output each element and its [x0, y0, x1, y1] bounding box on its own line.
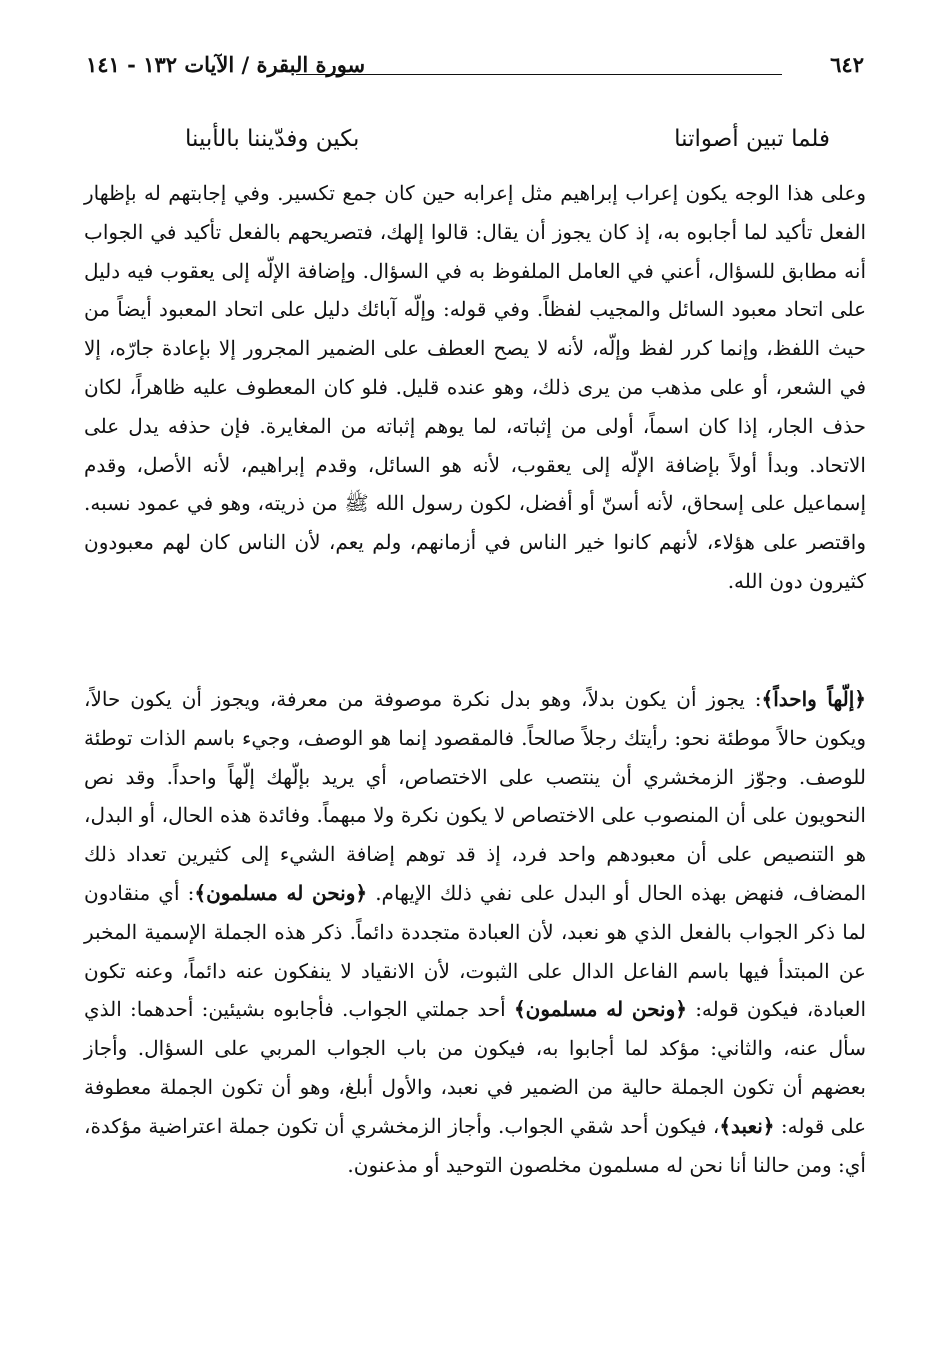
body-paragraph-2 — [84, 680, 866, 1184]
commentary-text: : يجوز أن يكون بدلاً، وهو بدل نكرة موصوفة من معرفة، ويجوز أن يكون حالاً، ويكون حالاً موطئة نحو: رأيتك رجلاً صالحاً. فالمقصود إنما هو الوصف، وجيء باسم الذات توطئة للوصف. وجوّز الزمخشري أن ينتصب على الاختصاص، أي يريد بإلّهك إلّهاً واحداً. وقد نص النحويون على أن المنصوب على الاختصاص لا يكون نكرة ولا مبهماً. وفائدة هذه الحال، أو البدل، هو التنصيص على أن معبودهم واحد فرد، إذ قد توهم إضافة الشيء إلى كثيرين تعداد ذلك المضاف، فنهض بهذه الحال أو البدل على نفي ذلك الإيهام. — [84, 687, 867, 905]
running-title: سورة البقرة / الآيات ١٣٢ - ١٤١ — [86, 52, 366, 77]
verse-first-hemistich: فلما تبين أصواتنا — [674, 126, 830, 152]
header-rule — [296, 74, 782, 75]
commentary-text: أحد جملتي الجواب. فأجابوه بشيئين: أحدهما: الذي سأل عنه، والثاني: مؤكد لما أجابوا به، فيكون من باب الجواب المربي على السؤال. وأجاز بعضهم أن تكون الجملة حالية من الضمير في نعبد، والأول أبلغ، وهو أن تكون الجملة معطوفة على قوله: — [84, 997, 866, 1138]
quranic-quote: ﴿إلّهاً واحداً﴾ — [761, 687, 866, 711]
body-paragraph-1: وعلى هذا الوجه يكون إعراب إبراهيم مثل إعرابه حين كان جمع تكسير. وفي إجابتهم له بإظهار الفعل تأكيد لما أجابوه به، إذ كان يجوز أن يقال: قالوا إلهك، فتصريحهم بالفعل تأكيد في الجواب أنه مطابق للسؤال، أعني في العامل الملفوظ به في السؤال. وإضافة الإلّه إلى يعقوب فيه دليل على اتحاد معبود السائل والمجيب لفظاً. وفي قوله: وإلّه آبائك دليل على اتحاد المعبود أيضاً من حيث اللفظ، وإنما كرر لفظ وإلّه، لأنه لا يصح العطف على الضمير المجرور إلا بإعادة جارّه، إلا في الشعر، أو على مذهب من يرى ذلك، وهو عنده قليل. فلو كان المعطوف عليه ظاهراً، لكان حذف الجار، إذا كان اسماً، أولى من إثباته، لما يوهم إثباته من المغايرة. فإن حذفه يدل على الاتحاد. وبدأ أولاً بإضافة الإلّه إلى يعقوب، لأنه هو السائل، وقدم إبراهيم، لأنه الأصل، وقدم إسماعيل على إسحاق، لأنه أسنّ أو أفضل، لكون رسول الله ﷺ من ذريته، وهو في عمود نسبه. واقتصر على هؤلاء، لأنهم كانوا خير الناس في أزمانهم، ولم يعم، لأن الناس كان لهم معبودون كثيرون دون الله. — [84, 181, 866, 593]
quranic-quote: ﴿ونحن له مسلمون﴾ — [513, 997, 687, 1022]
verse-second-hemistich: بكين وفدّيننا بالأبينا — [185, 126, 360, 152]
quranic-quote: ﴿نعبد﴾ — [719, 1113, 775, 1138]
commentary-text: ، فيكون أحد شقي الجواب. وأجاز الزمخشري أن تكون جملة اعتراضية مؤكدة، أي: ومن حالنا أنا نحن له مسلمون مخلصون التوحيد أو مذعنون. — [84, 1113, 866, 1177]
commentary-text: : أي منقادون لما ذكر الجواب بالفعل الذي هو نعبد، لأن العبادة متجددة دائماً. ذكر هذه الجملة الإسمية المخبر عن المبتدأ فيها باسم الفاعل الدال على الثبوت، لأن الانقياد لا ينفكون عنه دائماً، وعنه تكون العبادة، فيكون قوله: — [84, 880, 866, 1022]
page-header — [84, 52, 866, 86]
quranic-quote: ﴿ونحن له مسلمون﴾ — [194, 880, 368, 905]
page-number: ٦٤٢ — [830, 52, 864, 77]
